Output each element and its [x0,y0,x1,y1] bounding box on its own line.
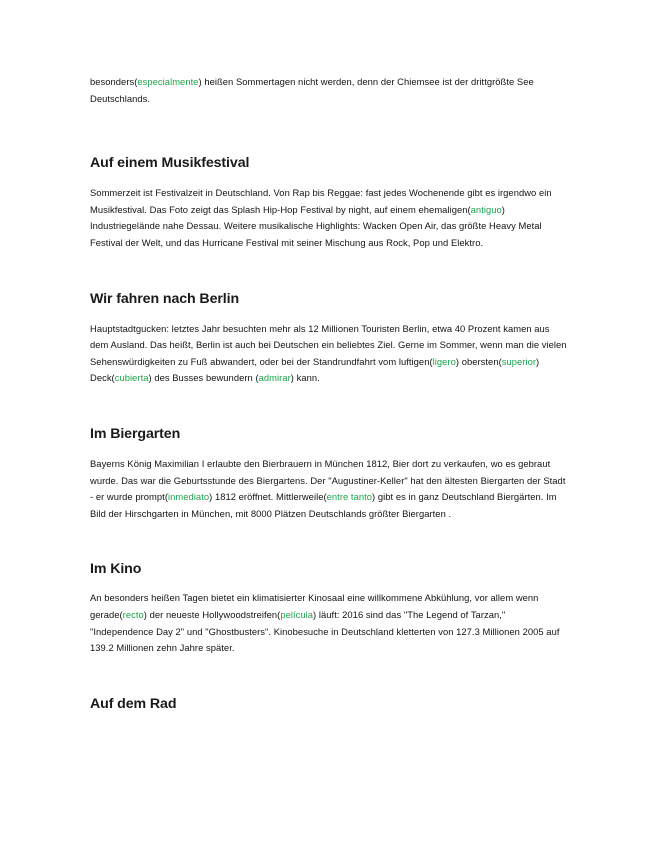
text-run: An besonders heißen Tagen bietet ein klimatisierter Kinosaal eine willkommene Abkühlung, vor allem wenn gerade( [90,592,539,620]
gloss-word: superior [501,355,537,367]
section-paragraph [90,456,570,522]
gloss-word: recto [122,608,144,620]
intro-paragraph [90,74,570,107]
text-run: ) des Busses bewundern ( [148,372,259,384]
gloss-word: película [280,608,314,620]
text-run: ) Deck( [90,355,540,384]
text-run: ) kann. [290,372,320,384]
text-run: Sommerzeit ist Festivalzeit in Deutschland. Von Rap bis Reggae: fast jedes Wochenende gibt es irgendwo ein Musikfestival. Das Foto zeigt das Splash Hip-Hop Festival by night, auf einem ehemaligen( [90,187,552,215]
text-run: ) obersten( [455,355,502,367]
section-heading: Wir fahren nach Berlin [90,290,240,307]
section-heading: Im Biergarten [90,425,181,442]
text-run: ) heißen Sommertagen nicht werden, denn der Chiemsee ist der drittgrößte See Deutschlands. [90,76,534,104]
section-heading: Auf einem Musikfestival [90,155,250,172]
gloss-word: ligero [432,355,456,367]
gloss-word: antiguo [470,203,502,215]
gloss-word: cubierta [114,372,149,384]
section-heading: Im Kino [90,561,142,578]
section-paragraph [90,590,570,656]
text-run: besonders( [90,76,138,87]
gloss-word: admirar [258,372,291,384]
text-run: Hauptstadtgucken: letztes Jahr besuchten mehr als 12 Millionen Touristen Berlin, etwa 40 Prozent kamen aus dem Ausland. Das heißt, Berlin ist auch bei Deutschen ein beliebtes Ziel. Gerne im Sommer, wenn man die vielen Sehenswürdigkeiten zu Fuß abwandert, oder bei der Standrundfahrt vom luftigen( [90,322,567,367]
document-content [90,74,570,713]
text-run: ) der neueste Hollywoodstreifen( [143,608,281,620]
gloss-word: inmediato [168,491,210,503]
text-run: ) 1812 eröffnet. Mittlerweile( [209,491,327,503]
section-paragraph [90,321,570,387]
text-run: ) läuft: 2016 sind das "The Legend of Tarzan," "Independence Day 2" und "Ghostbusters". Kinobesuche in Deutschland kletterten von 127.3 Millionen 2005 auf 139.2 Millionen zehn Jahre später. [90,608,560,654]
gloss-word: entre tanto [326,491,373,503]
text-run: ) gibt es in ganz Deutschland Biergärten. Im Bild der Hirschgarten in München, mit 8000 Plätzen Deutschlands größter Biergarten . [90,491,557,519]
section-heading: Auf dem Rad [90,695,177,712]
gloss-word: especialmente [137,76,199,87]
text-run: ) Industriegelände nahe Dessau. Weitere musikalische Highlights: Wacken Open Air, das größte Heavy Metal Festival der Welt, und das Hurricane Festival mit seiner Mischung aus Rock, Pop und Elektro. [90,203,542,248]
text-run: Bayerns König Maximilian I erlaubte den Bierbrauern in München 1812, Bier dort zu verkaufen, wo es gebraut wurde. Das war die Geburtsstunde des Biergartens. Der "Augustiner-Keller" hat den ältesten Biergarten der Stadt - er wurde prompt( [90,457,566,503]
section-paragraph [90,185,570,251]
